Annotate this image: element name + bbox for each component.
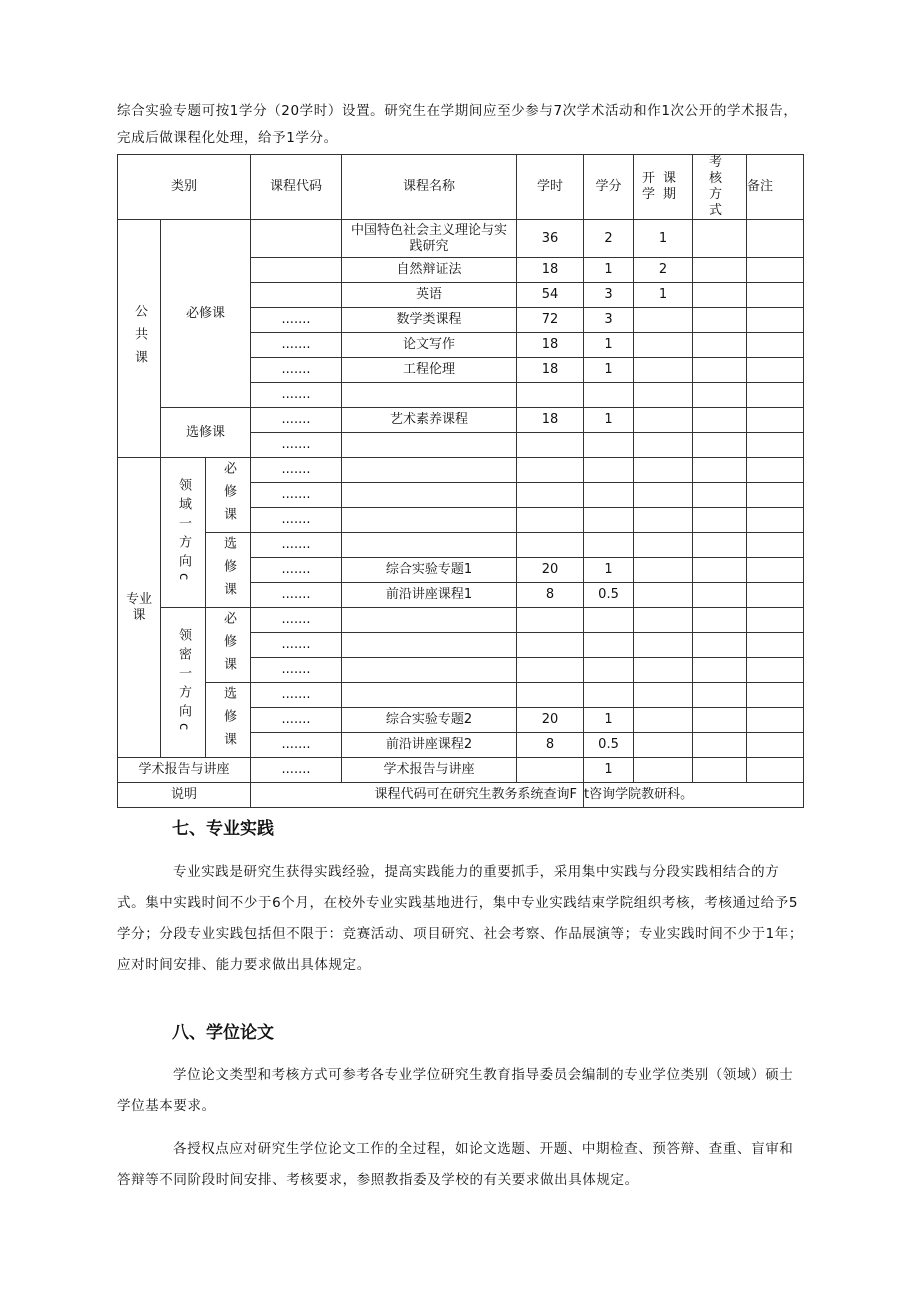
header-exam: 考核方式 — [693, 155, 747, 220]
cell-note — [747, 333, 804, 358]
cell-empty — [747, 683, 804, 708]
cell-name: 艺术素养课程 — [342, 408, 517, 433]
cell-name: 自然辩证法 — [342, 258, 517, 283]
cell-empty — [693, 458, 747, 483]
cell-code — [251, 220, 342, 258]
cell-credit: 1 — [584, 408, 634, 433]
cell-empty — [693, 658, 747, 683]
cell-hours — [517, 383, 584, 408]
report-label: 学术报告与讲座 — [118, 758, 251, 783]
section7-title: 七、专业实践 — [172, 819, 274, 839]
required-label: 必修课 — [206, 458, 251, 533]
cell-exam — [693, 333, 747, 358]
cell-note — [747, 258, 804, 283]
cell-code — [251, 283, 342, 308]
header-credit: 学分 — [584, 155, 634, 220]
cell-code: ....... — [251, 358, 342, 383]
cell-credit: 1 — [584, 708, 634, 733]
cell-credit: 2 — [584, 220, 634, 258]
cell-empty — [634, 708, 693, 733]
header-semester: 开课学期 — [634, 155, 693, 220]
required-label: 必修课 — [206, 608, 251, 683]
header-code: 课程代码 — [251, 155, 342, 220]
cell-name — [342, 433, 517, 458]
cell-code: ....... — [251, 558, 342, 583]
cell-empty — [634, 483, 693, 508]
cell-note — [747, 283, 804, 308]
cell-hours — [517, 633, 584, 658]
cell-note — [747, 308, 804, 333]
cell-hours: 18 — [517, 358, 584, 383]
cell-credit — [584, 483, 634, 508]
elective-label: 选修课 — [161, 408, 251, 458]
cell-semester — [634, 383, 693, 408]
cell-hours — [517, 758, 584, 783]
cell-note — [747, 433, 804, 458]
course-table — [117, 154, 804, 808]
header-name: 课程名称 — [342, 155, 517, 220]
cell-empty — [747, 658, 804, 683]
cell-note — [747, 408, 804, 433]
cell-exam — [693, 433, 747, 458]
cell-credit — [584, 658, 634, 683]
cell-name: 数学类课程 — [342, 308, 517, 333]
cell-code: ....... — [251, 708, 342, 733]
cell-credit: 1 — [584, 258, 634, 283]
cell-empty — [747, 583, 804, 608]
cell-semester — [634, 358, 693, 383]
note-label: 说明 — [118, 783, 251, 808]
cell-empty — [693, 683, 747, 708]
cell-empty — [634, 733, 693, 758]
cell-empty — [747, 458, 804, 483]
cell-credit: 1 — [584, 333, 634, 358]
cell-hours — [517, 533, 584, 558]
cell-empty — [747, 758, 804, 783]
cell-credit — [584, 633, 634, 658]
cell-hours: 18 — [517, 258, 584, 283]
cell-name: 前沿讲座课程2 — [342, 733, 517, 758]
cell-code: ....... — [251, 433, 342, 458]
cell-semester: 1 — [634, 220, 693, 258]
cell-hours — [517, 483, 584, 508]
cell-exam — [693, 358, 747, 383]
table-row — [118, 408, 804, 433]
section8-paragraph-2: 各授权点应对研究生学位论文工作的全过程，如论文选题、开题、中期检查、预答辩、查重、盲审和答辩等不同阶段时间安排、考核要求，参照教指委及学校的有关要求做出具体规定。 — [117, 1141, 794, 1188]
cell-note — [747, 220, 804, 258]
cell-hours — [517, 458, 584, 483]
elective-label: 选修课 — [206, 533, 251, 608]
cell-empty — [747, 733, 804, 758]
cell-name — [342, 458, 517, 483]
direction-2-label: 领密一方向c — [161, 608, 206, 758]
cell-empty — [634, 533, 693, 558]
cell-empty — [693, 733, 747, 758]
cell-code — [251, 258, 342, 283]
cell-credit — [584, 458, 634, 483]
cell-empty — [634, 658, 693, 683]
cell-hours — [517, 658, 584, 683]
cell-empty — [634, 558, 693, 583]
cell-exam — [693, 283, 747, 308]
required-label: 必修课 — [161, 220, 251, 408]
table-row — [118, 533, 804, 558]
public-courses-label: 公共课 — [118, 220, 161, 458]
header-note: 备注 — [747, 155, 804, 220]
table-row — [118, 683, 804, 708]
cell-empty — [693, 558, 747, 583]
cell-hours: 72 — [517, 308, 584, 333]
cell-note — [747, 383, 804, 408]
table-row — [118, 758, 804, 783]
table-row — [118, 783, 804, 808]
cell-code: ....... — [251, 383, 342, 408]
cell-code: ....... — [251, 458, 342, 483]
cell-exam — [693, 258, 747, 283]
cell-semester — [634, 308, 693, 333]
cell-hours — [517, 508, 584, 533]
cell-credit — [584, 433, 634, 458]
cell-empty — [747, 508, 804, 533]
cell-name: 论文写作 — [342, 333, 517, 358]
header-hours: 学时 — [517, 155, 584, 220]
cell-credit: 0.5 — [584, 583, 634, 608]
cell-empty — [693, 583, 747, 608]
cell-empty — [693, 483, 747, 508]
cell-hours: 18 — [517, 408, 584, 433]
table-row — [118, 458, 804, 483]
cell-hours: 54 — [517, 283, 584, 308]
cell-empty — [693, 608, 747, 633]
table-row — [118, 608, 804, 633]
intro-paragraph: 综合实验专题可按1学分（20学时）设置。研究生在学期间应至少参与7次学术活动和作1次公开的学术报告，完成后做课程化处理，给予1学分。 — [117, 103, 798, 146]
cell-code: ....... — [251, 733, 342, 758]
cell-name — [342, 383, 517, 408]
cell-name: 英语 — [342, 283, 517, 308]
cell-semester: 1 — [634, 283, 693, 308]
cell-empty — [747, 708, 804, 733]
cell-empty — [634, 633, 693, 658]
cell-exam — [693, 383, 747, 408]
cell-name: 综合实验专题2 — [342, 708, 517, 733]
cell-empty — [747, 633, 804, 658]
cell-name: 学术报告与讲座 — [342, 758, 517, 783]
section8-title: 八、学位论文 — [172, 1023, 274, 1043]
cell-name: 前沿讲座课程1 — [342, 583, 517, 608]
major-courses-label: 专业课 — [118, 458, 161, 758]
cell-name — [342, 683, 517, 708]
cell-code: ....... — [251, 483, 342, 508]
cell-empty — [634, 608, 693, 633]
cell-empty — [747, 608, 804, 633]
cell-hours: 20 — [517, 708, 584, 733]
cell-name — [342, 483, 517, 508]
cell-credit: 1 — [584, 358, 634, 383]
cell-code: ....... — [251, 333, 342, 358]
cell-credit: 1 — [584, 558, 634, 583]
cell-code: ....... — [251, 533, 342, 558]
cell-exam — [693, 308, 747, 333]
cell-empty — [634, 583, 693, 608]
cell-empty — [634, 458, 693, 483]
cell-empty — [634, 683, 693, 708]
cell-name — [342, 633, 517, 658]
cell-empty — [747, 533, 804, 558]
cell-hours — [517, 433, 584, 458]
section8-paragraph-1: 学位论文类型和考核方式可参考各专业学位研究生教育指导委员会编制的专业学位类别（领域）硕士学位基本要求。 — [117, 1067, 794, 1114]
cell-hours: 36 — [517, 220, 584, 258]
table-row — [118, 155, 804, 220]
cell-exam — [693, 408, 747, 433]
cell-empty — [693, 533, 747, 558]
cell-credit: 3 — [584, 308, 634, 333]
cell-credit: 1 — [584, 758, 634, 783]
cell-empty — [634, 758, 693, 783]
cell-empty — [693, 508, 747, 533]
cell-credit — [584, 508, 634, 533]
cell-credit — [584, 533, 634, 558]
cell-empty — [693, 758, 747, 783]
cell-name: 综合实验专题1 — [342, 558, 517, 583]
cell-credit: 3 — [584, 283, 634, 308]
cell-name — [342, 608, 517, 633]
cell-name — [342, 508, 517, 533]
cell-code: ....... — [251, 683, 342, 708]
cell-credit: 0.5 — [584, 733, 634, 758]
cell-semester — [634, 333, 693, 358]
cell-hours: 20 — [517, 558, 584, 583]
cell-credit — [584, 683, 634, 708]
cell-name — [342, 533, 517, 558]
section7-body: 专业实践是研究生获得实践经验，提高实践能力的重要抓手，采用集中实践与分段实践相结合的方式。集中实践时间不少于6个月，在校外专业实践基地进行，集中专业实践结束学院组织考核，考核通过给予5学分；分段专业实践包括但不限于：竞赛活动、项目研究、社会考察、作品展演等；专业实践时间不少于1年；应对时间安排、能力要求做出具体规定。 — [117, 864, 803, 973]
header-category: 类别 — [118, 155, 251, 220]
cell-code: ....... — [251, 608, 342, 633]
cell-name: 工程伦理 — [342, 358, 517, 383]
cell-hours: 8 — [517, 733, 584, 758]
cell-semester: 2 — [634, 258, 693, 283]
cell-semester — [634, 408, 693, 433]
cell-semester — [634, 433, 693, 458]
cell-exam — [693, 220, 747, 258]
cell-hours: 8 — [517, 583, 584, 608]
cell-credit — [584, 608, 634, 633]
cell-code: ....... — [251, 508, 342, 533]
cell-hours — [517, 683, 584, 708]
cell-code: ....... — [251, 583, 342, 608]
cell-hours: 18 — [517, 333, 584, 358]
cell-empty — [634, 508, 693, 533]
cell-code: ....... — [251, 408, 342, 433]
cell-name — [342, 658, 517, 683]
cell-name: 中国特色社会主义理论与实践研究 — [342, 220, 517, 258]
cell-code: ....... — [251, 633, 342, 658]
cell-empty — [693, 708, 747, 733]
cell-empty — [693, 633, 747, 658]
cell-hours — [517, 608, 584, 633]
note-text-2: t咨询学院教研科。 — [584, 783, 804, 808]
cell-credit — [584, 383, 634, 408]
cell-empty — [747, 483, 804, 508]
cell-note — [747, 358, 804, 383]
table-row — [118, 220, 804, 258]
cell-empty — [747, 558, 804, 583]
note-text-1: 课程代码可在研究生教务系统查询F — [251, 783, 584, 808]
cell-code: ....... — [251, 658, 342, 683]
direction-1-label: 领域一方向c — [161, 458, 206, 608]
cell-code: ....... — [251, 308, 342, 333]
cell-code: ....... — [251, 758, 342, 783]
elective-label: 选修课 — [206, 683, 251, 758]
